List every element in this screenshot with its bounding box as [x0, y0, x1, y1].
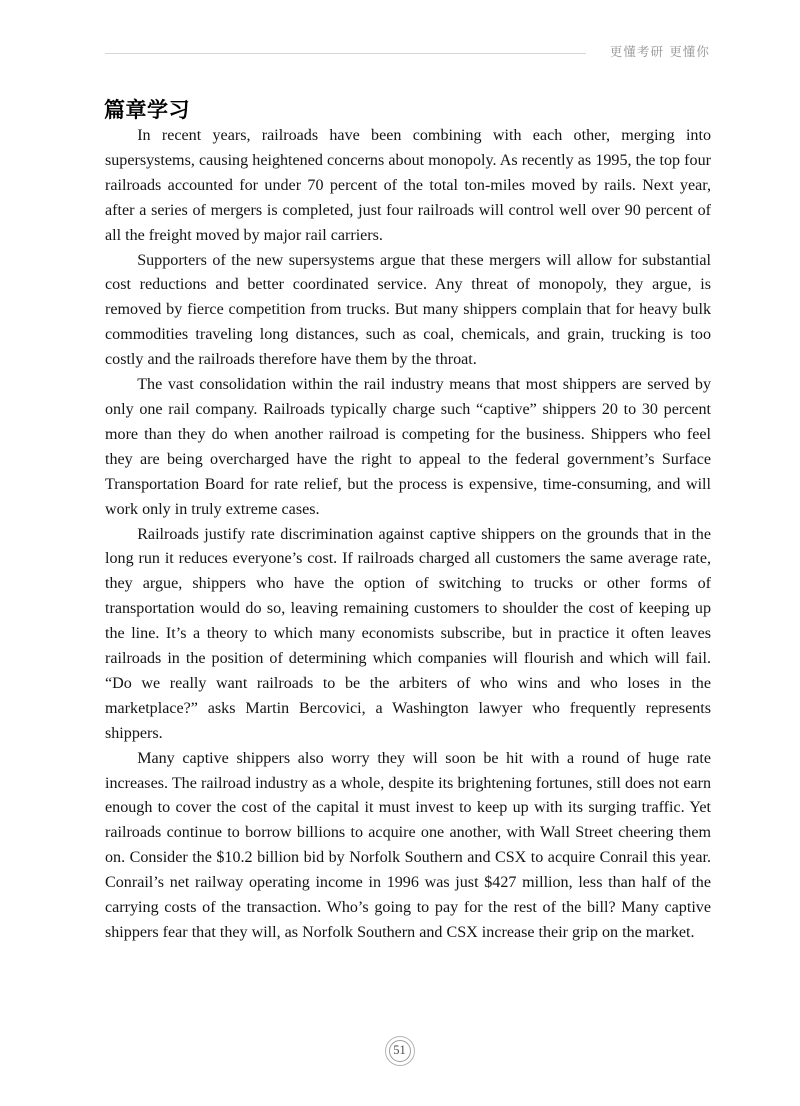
running-header: [105, 40, 710, 64]
section-title: 篇章学习: [104, 98, 190, 123]
page-footer: [0, 1036, 800, 1066]
body-paragraph: Many captive shippers also worry they will soon be hit with a round of huge rate increases. The railroad industry as a whole, despite its brightening fortunes, still does not earn enough to cover the cost of the capital it must invest to keep up with its surging traffic. Yet railroads continue to borrow billions to acquire one another, with Wall Street cheering them on. Consider the $10.2 billion bid by Norfolk Southern and CSX to acquire Conrail this year. Conrail’s net railway operating income in 1996 was just $427 million, less than half of the carrying costs of the transaction. Who’s going to pay for the rest of the bill? Many captive shippers fear that they will, as Norfolk Southern and CSX increase their grip on the market.: [105, 749, 711, 941]
page-number: 51: [393, 1043, 406, 1058]
running-head-text: 更懂考研 更懂你: [609, 43, 710, 59]
body-paragraph: Railroads justify rate discrimination against captive shippers on the grounds that in the long run it reduces everyone’s cost. If railroads charged all customers the same average rate, they argue, shippers who have the option of switching to trucks or other forms of transportation would do so, leaving remaining customers to shoulder the cost of keeping up the line. It’s a theory to which many economists subscribe, but in practice it often leaves railroads in the position of determining which companies will flourish and which will fail. “Do we really want railroads to be the arbiters of who wins and who loses in the marketplace?” asks Martin Bercovici, a Washington lawyer who frequently represents shippers.: [105, 525, 711, 742]
body-paragraph: Supporters of the new supersystems argue that these mergers will allow for substantial cost reductions and better coordinated service. Any threat of monopoly, they argue, is removed by fierce competition from trucks. But many shippers complain that for heavy bulk commodities traveling long distances, such as coal, chemicals, and grain, trucking is too costly and the railroads therefore have them by the throat.: [105, 251, 711, 369]
header-divider: [105, 53, 586, 54]
page-number-badge: [385, 1036, 415, 1066]
body-paragraph: In recent years, railroads have been combining with each other, merging into supersystems, causing heightened concerns about monopoly. As recently as 1995, the top four railroads accounted for under 70 percent of the total ton-miles moved by rails. Next year, after a series of mergers is completed, just four railroads will control well over 90 percent of all the freight moved by major rail carriers.: [105, 127, 711, 244]
body-paragraph: The vast consolidation within the rail industry means that most shippers are served by only one rail company. Railroads typically charge such “captive” shippers 20 to 30 percent more than they do when another railroad is competing for the business. Shippers who feel they are being overcharged have the right to appeal to the federal government’s Surface Transportation Board for rate relief, but the process is expensive, time-consuming, and will work only in truly extreme cases.: [105, 376, 711, 518]
body-text-column: [105, 124, 711, 946]
